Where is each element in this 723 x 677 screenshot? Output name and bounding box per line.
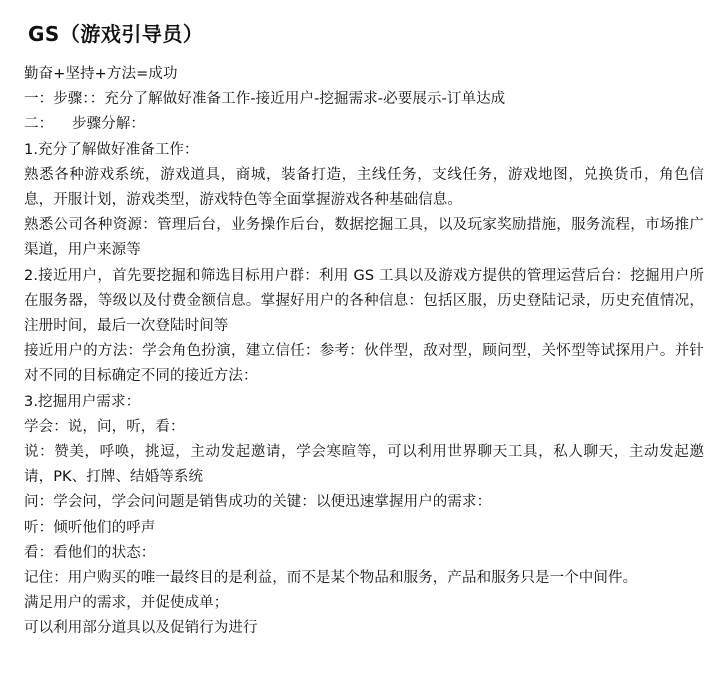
section-1-paragraph-company-resources: 熟悉公司各种资源：管理后台，业务操作后台，数据挖掘工具，以及玩家奖励措施，服务流程，市场推广渠道，用户来源等 [24, 217, 704, 259]
section-1-paragraph-game-systems: 熟悉各种游戏系统，游戏道具，商城，装备打造，主线任务，支线任务，游戏地图，兑换货币，角色信息，开服计划，游戏类型，游戏特色等全面掌握游戏各种基础信息。 [24, 166, 704, 209]
section-2-paragraph-approach-methods: 接近用户的方法：学会角色扮演，建立信任：参考：伙伴型，敌对型，顾问型，关怀型等试探用户。并针对不同的目标确定不同的接近方法： [24, 343, 704, 385]
say-paragraph: 说：赞美，呼唤，挑逗，主动发起邀请，学会寒暄等，可以利用世界聊天工具，私人聊天，主动发起邀请，PK、打牌、结婚等系统 [24, 444, 704, 486]
remember-paragraph: 记住：用户购买的唯一最终目的是利益，而不是某个物品和服务，产品和服务只是一个中间件。 [24, 570, 638, 587]
ask-line: 问：学会问，学会问问题是销售成功的关键：以便迅速掌握用户的需求： [24, 494, 492, 511]
section-2-paragraph-approach-users: 2.接近用户，首先要挖掘和筛选目标用户群：利用 GS 工具以及游戏方提供的管理运营后台：挖掘用户所在服务器，等级以及付费金额信息。掌握好用户的各种信息：包括区服，历史登陆记录，历史充值情况，注册时间，最后一次登陆时间等 [24, 267, 704, 335]
steps-breakdown-heading: 二： 步骤分解： [24, 116, 146, 133]
formula-line: 勤奋+坚持+方法=成功 [24, 66, 178, 82]
promotion-line: 可以利用部分道具以及促销行为进行 [24, 620, 258, 637]
listen-line: 听：倾听他们的呼声 [24, 519, 156, 536]
document-page [24, 20, 704, 642]
look-line: 看：看他们的状态： [24, 544, 156, 561]
section-3-heading: 3.挖掘用户需求： [24, 393, 141, 410]
satisfy-needs-line: 满足用户的需求，并促使成单； [24, 595, 229, 612]
document-title: GS（游戏引导员） [28, 22, 204, 46]
steps-overview: 一：步骤：：充分了解做好准备工作-接近用户-挖掘需求-必要展示-订单达成 [24, 91, 506, 108]
learn-line: 学会：说，问，听，看： [24, 418, 185, 435]
section-1-heading: 1.充分了解做好准备工作： [24, 141, 199, 158]
